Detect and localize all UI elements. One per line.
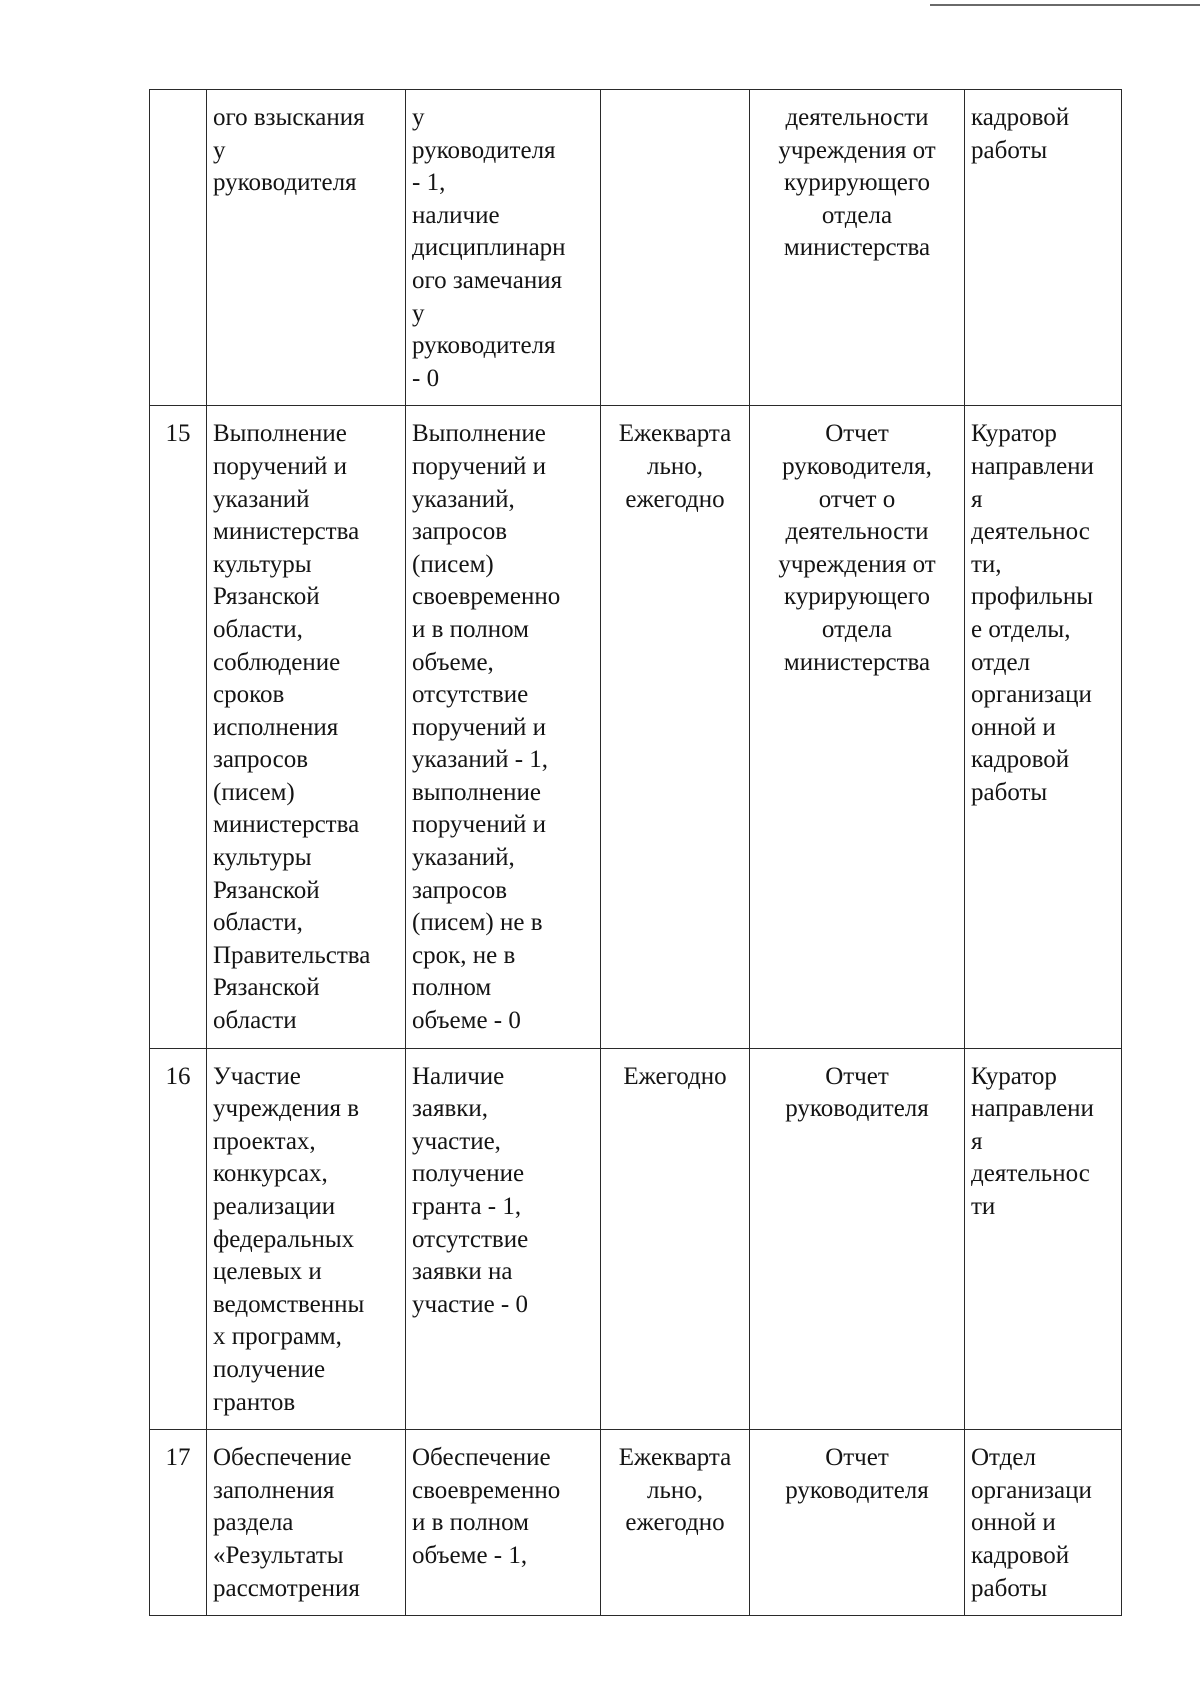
indicator-name-cell: Выполнение поручений и указаний министерства культуры Рязанской области, соблюдение сроков исполнения запросов (писем) министерства культуры Рязанской области, Правительства Рязанской области [207,406,406,1048]
indicator-name-cell: Участие учреждения в проектах, конкурсах, реализации федеральных целевых и ведомственны х программ, получение грантов [207,1048,406,1430]
indicator-name-cell: ого взыскания у руководителя [207,90,406,406]
source-document-cell: Отчет руководителя, отчет о деятельности учреждения от курирующего отдела министерства [750,406,965,1048]
source-document-cell: Отчет руководителя [750,1048,965,1430]
responsible-cell: Куратор направлени я деятельнос ти [965,1048,1122,1430]
periodicity-cell: Ежегодно [601,1048,750,1430]
table-row [150,90,1122,406]
responsible-cell: Куратор направлени я деятельнос ти, профильны е отделы, отдел организаци онной и кадровой работы [965,406,1122,1048]
criteria-cell: у руководителя - 1, наличие дисциплинарн ого замечания у руководителя - 0 [406,90,601,406]
source-document-cell: Отчет руководителя [750,1430,965,1616]
row-number-cell: 15 [150,406,207,1048]
periodicity-cell: Ежекварта льно, ежегодно [601,406,750,1048]
row-number-cell: 16 [150,1048,207,1430]
responsible-cell: Отдел организаци онной и кадровой работы [965,1430,1122,1616]
periodicity-cell: Ежекварта льно, ежегодно [601,1430,750,1616]
criteria-cell: Наличие заявки, участие, получение гранта - 1, отсутствие заявки на участие - 0 [406,1048,601,1430]
table-row [150,1048,1122,1430]
table-row [150,1430,1122,1616]
criteria-cell: Выполнение поручений и указаний, запросов (писем) своевременно и в полном объеме, отсутствие поручений и указаний - 1, выполнение поручений и указаний, запросов (писем) не в срок, не в полном объеме - 0 [406,406,601,1048]
criteria-cell: Обеспечение своевременно и в полном объеме - 1, [406,1430,601,1616]
source-document-cell: деятельности учреждения от курирующего отдела министерства [750,90,965,406]
indicator-name-cell: Обеспечение заполнения раздела «Результаты рассмотрения [207,1430,406,1616]
criteria-table [149,89,1122,1616]
row-number-cell [150,90,207,406]
row-number-cell: 17 [150,1430,207,1616]
periodicity-cell [601,90,750,406]
scan-corner-mark [930,4,1200,10]
responsible-cell: кадровой работы [965,90,1122,406]
table-row [150,406,1122,1048]
